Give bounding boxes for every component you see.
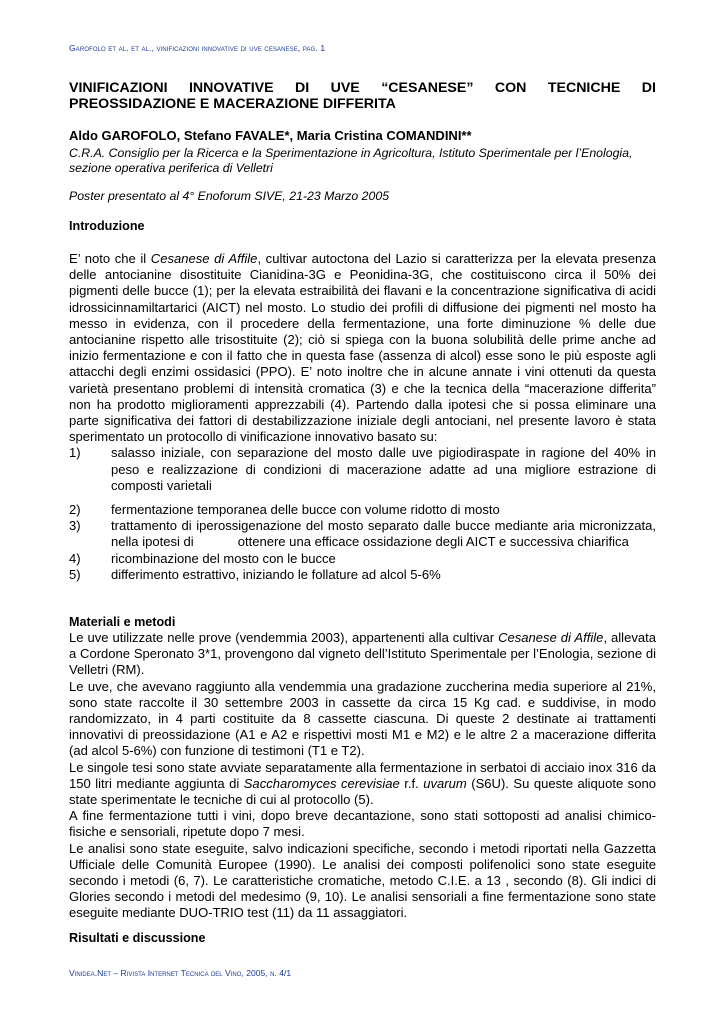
title-word: DI [641, 80, 656, 96]
methods-paragraph: Le uve, che avevano raggiunto alla vendemmia una gradazione zuccherina media superiore al 21%, sono state raccolte il 30 settembre 2003 in cassette da circa 15 Kg cad. e suddivise, in modo randomizzato, in 4 parti costituite da 8 cassette ciascuna. Di queste 2 destinate ai trattamenti innovativi di preossidazione (A1 e A2 e rispettivi mosti M1 e M2) e le altre 2 a macerazione differita (ad alcol 5-6%) con funzione di testimoni (T1 e T2). [69, 678, 656, 759]
cultivar-name: Cesanese di Affile [498, 630, 604, 645]
list-text: ricombinazione del mosto con le bucce [111, 550, 336, 566]
poster-note: Poster presentato al 4° Enoforum SIVE, 21-23 Marzo 2005 [69, 189, 390, 203]
title-word: DI [294, 80, 310, 96]
cultivar-name: Cesanese di Affile [150, 251, 258, 266]
methods-body [69, 630, 656, 922]
section-heading-introduzione: Introduzione [69, 219, 145, 233]
title-word: UVE [330, 80, 360, 96]
list-text: salasso iniziale, con separazione del mosto dalle uve pigiodiraspate in ragione del 40% in peso e realizzazione di condizioni di macerazione adatte ad una migliore estrazione di composti varietali [111, 445, 656, 493]
list-item [69, 567, 656, 583]
title-line-1 [69, 80, 656, 96]
list-number: 1) [69, 445, 81, 461]
paper-title [69, 80, 656, 112]
title-line-2: PREOSSIDAZIONE E MACERAZIONE DIFFERITA [69, 96, 396, 112]
title-word: TECNICHE [547, 80, 621, 96]
page-footer: Vinidea.Net – Rivista Internet Tecnica del Vino, 2005, n. 4/1 [69, 968, 292, 978]
title-word: VINIFICAZIONI [69, 80, 168, 96]
intro-list-rest [69, 502, 656, 583]
list-item [69, 551, 656, 567]
methods-paragraph: Le analisi sono state eseguite, salvo indicazioni specifiche, secondo i metodi riportati nella Gazzetta Ufficiale delle Comunità Europee (1990). Le analisi dei composti polifenolici sono state eseguite secondo i metodi (6, 7). Le caratteristiche cromatiche, metodo C.I.E. a 13 , secondo (8). Gli indici di Glories secondo i metodi del medesimo (9, 10). Le analisi sensoriali a fine fermentazione sono state eseguite mediante DUO-TRIO test (11) da 11 assaggiatori. [69, 840, 656, 921]
title-word: INNOVATIVE [188, 80, 274, 96]
list-item [69, 502, 656, 518]
methods-paragraph: A fine fermentazione tutti i vini, dopo breve decantazione, sono stati sottoposti ad analisi chimico-fisiche e sensoriali, ripetute dopo 7 mesi. [69, 808, 656, 840]
list-number: 3) [69, 518, 81, 534]
methods-paragraph: Le singole tesi sono state avviate separatamente alla fermentazione in serbatoi di acciaio inox 316 da 150 litri mediante aggiunta di Saccharomyces cerevisiae r.f. uvarum (S6U). Su queste aliquote sono state sperimentate le tecniche di cui al protocollo (5). [69, 759, 656, 808]
list-item [69, 518, 656, 550]
affiliation: C.R.A. Consiglio per la Ricerca e la Sperimentazione in Agricoltura, Istituto Sperimentale per l’Enologia, sezione operativa periferica di Velletri [69, 146, 633, 175]
list-number: 2) [69, 502, 81, 517]
section-heading-risultati: Risultati e discussione [69, 931, 206, 945]
section-heading-materiali-metodi: Materiali e metodi [69, 615, 176, 629]
list-text: differimento estrattivo, iniziando le follature ad alcol 5-6% [111, 566, 441, 582]
title-word: CON [494, 80, 527, 96]
intro-body [69, 251, 656, 494]
list-text: fermentazione temporanea delle bucce con volume ridotto di mosto [111, 502, 500, 517]
methods-paragraph: Le uve utilizzate nelle prove (vendemmia 2003), appartenenti alla cultivar Cesanese di Affile, allevata a Cordone Speronato 3*1, provengono dal vigneto dell’Istituto Sperimentale per l’Enologia, sezione di Velletri (RM). [69, 630, 656, 678]
authors: Aldo GAROFOLO, Stefano FAVALE*, Maria Cristina COMANDINI** [69, 128, 472, 143]
variety-name: uvarum [423, 775, 467, 791]
list-text: trattamento di iperossigenazione del mosto separato dalle bucce mediante aria micronizzata, nella ipotesi di ottenere una efficace ossidazione degli AICT e successiva chiarifica [111, 518, 656, 550]
running-header: Garofolo et al. et al., vinificazioni innovative di uve cesanese, pag. 1 [69, 43, 326, 53]
intro-paragraph: E’ noto che il Cesanese di Affile, cultivar autoctona del Lazio si caratterizza per la elevata presenza delle antocianine disostituite Cianidina-3G e Peonidina-3G, che costituiscono circa il 50% dei pigmenti delle bucce (1); per la elevata estraibilità dei flavani e la concentrazione significativa di acidi idrossicinnamiltartarici (AICT) nel mosto. Lo studio dei profili di diffusione dei pigmenti nel mosto ha messo in evidenza, con il procedere della fermentazione, una forte diminuzione % delle due antocianine rispetto alle trisostituite (2); ciò si spiega con la buona solubilità delle prime anche ad inizio fermentazione e con il fatto che in questa fase (assenza di alcol) esse sono le più esposte agli attacchi degli enzimi ossidasici (PPO). E’ noto inoltre che in alcune annate i vini ottenuti da questa varietà presentano problemi di intensità cromatica (3) e che la tecnica della “macerazione differita” non ha prodotto miglioramenti apprezzabili (4). Partendo dalla ipotesi che si possa eliminare una parte significativa dei fattori di destabilizzazione iniziale degli antociani, nel presente lavoro è stata sperimentato un protocollo di vinificazione innovativo basato su: [69, 251, 656, 445]
species-name: Saccharomyces cerevisiae [243, 775, 400, 791]
list-number: 4) [69, 550, 81, 566]
list-number: 5) [69, 566, 81, 582]
list-item [69, 445, 656, 494]
title-word: “CESANESE” [381, 80, 474, 96]
